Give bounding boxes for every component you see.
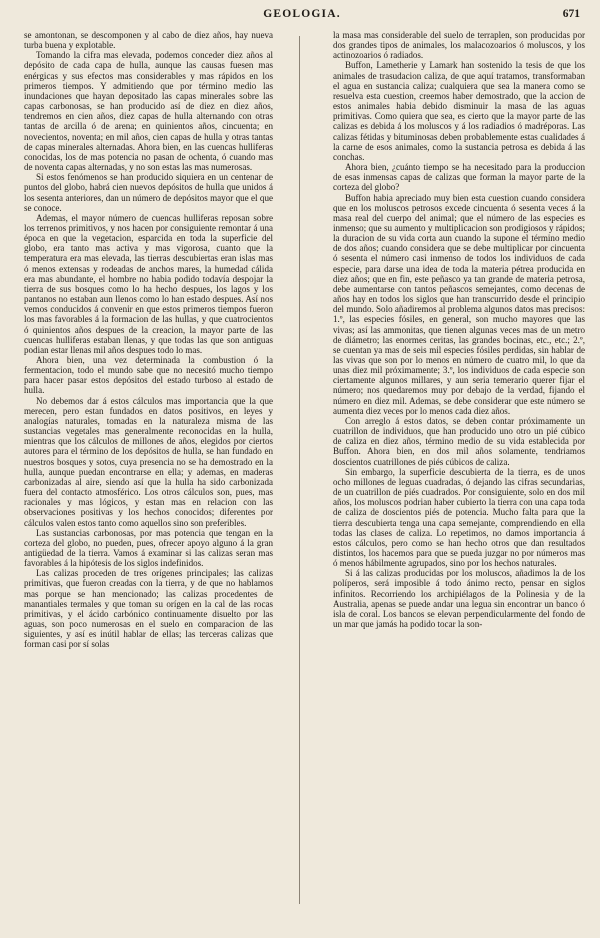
paragraph: Las calizas proceden de tres orígenes principales; las calizas primitivas, que fueron creadas con la tierra, y de que no hablamos mas porque se han mencionado; las calizas procedentes de manantiales termales y que toman su orígen en la cal de las rocas primitivas, y el ácido carbónico continuamente disuelto por las aguas, son poco numerosas en el suelo en comparacion de las siguientes, y así es inútil hablar de ellas; las terceras calizas que forman casi por sí solas (24, 568, 273, 650)
paragraph: Ademas, el mayor número de cuencas hulliferas reposan sobre los terrenos primitivos, y nos hacen por consiguiente remontar á una época en que la vegetacion, esparcida en toda la superficie del globo, era tanto mas activa y mas vigorosa, cuanto que la temperatura era mas elevada, las tierras descubiertas eran islas mas ó menos extensas y rodeadas de anchos mares, la humedad cálida era mas abundante, el hombre no habia podido todavía despojar la tierra de sus bosques como lo ha hecho despues, los lagos y los pantanos no estaban aun llenos como lo han estado despues. Así nos vemos conducidos á convenir en que estos primeros tiempos fueron los mas favorables á la formacion de las hullas, y que cuatrocientos ó quinientos años despues de la creacion, la mayor parte de las cuencas hulliferas estaban llenas, y que todas las que son antiguas podian estar llenas mil años despues todo lo mas. (24, 212, 273, 355)
paragraph: Si estos fenómenos se han producido siquiera en un centenar de puntos del globo, habrá cien nuevos depósitos de hulla que unidos á los sesenta anteriores, dan un número de depósitos mayor que el que se conoce. (24, 172, 273, 213)
paragraph: Ahora bien, ¿cuánto tiempo se ha necesitado para la produccion de esas inmensas capas de calizas que forman la mayor parte de la corteza del globo? (333, 162, 585, 193)
paragraph: Buffon habia apreciado muy bien esta cuestion cuando considera que en los moluscos petrosos excede cincuenta ó sesenta veces á la masa real del cuerpo del animal; que el número de las especies es inmenso; que su aumento y multiplicacion son prodigiosos y rápidos; la duracion de su vida corta aun cuando la supone el término medio de dos años; cuando considera que se debe multiplicar por cincuenta ó sesenta el número casi inmenso de todos los individuos de cada especie, para darse una idea de toda la materia pétrea producida en diez años; que en fin, este peñasco ya tan grande de materia petrosa, debe aumentarse con tantos peñascos semejantes, como decenas de años hay en todos los siglos que han transcurrido desde el principio del mundo. Solo añadiremos al problema algunos datos mas precisos: 1.º, las especies fósiles, en general, son mucho mayores que las vivas; así las ammonitas, que tienen algunas veces mas de un metro de diámetro; las enormes ceritas, las grandes bocinas, etc., etc.; 2.º, se cuentan ya mas de seis mil especies fósiles perdidas, sin hablar de las vivas que son por lo menos en número de cuatro mil, lo que da unas diez mil próximamente; 3.º, los individuos de cada especie son ciertamente algunos millares, y aun seria temerario querer fijar el número; nos quedaremos muy por debajo de la verdad, fijando el número en diez mil. Ademas, se debe considerar que este número se aumenta diez veces por lo menos cada diez años. (333, 192, 585, 416)
right-column (333, 30, 585, 935)
page-number: 671 (562, 8, 580, 20)
paragraph: Con arreglo á estos datos, se deben contar próximamente un cuatrillon de individuos, que han producido uno otro un pié cúbico de caliza en diez años, término medio de su vida establecida por Buffon. Ahora bien, en dos mil años solamente, tendriamos doscientos cuatrillones de piés cúbicos de caliza. (333, 415, 585, 467)
paragraph: la masa mas considerable del suelo de terraplen, son producidas por dos grandes tipos de animales, los malacozoarios ó moluscos, y los actinozoarios ó radiados. (333, 30, 585, 61)
running-header (24, 8, 580, 28)
running-title: GEOLOGIA. (263, 8, 341, 20)
paragraph: Sin embargo, la superficie descubierta de la tierra, es de unos ocho millones de leguas cuadradas, ó dejando las cifras secundarias, de un cuatrillon de piés cuadrados. Por consiguiente, solo en dos mil años, los moluscos podrian haber cubierto la tierra con una capa toda de caliza de doscientos piés de potencia. Mucho falta para que la tierra descubierta tenga una capa semejante, comprendiendo en ella todas las clases de caliza. Lo repetimos, no damos importancia á estos cálculos, pero como se han hecho otros que dan resultados distintos, los hacemos para que se pueda juzgar no por números mas ó menos hábilmente agrupados, sino por los hechos naturales. (333, 466, 585, 569)
paragraph: Buffon, Lametherie y Lamark han sostenido la tesis de que los animales de trasudacion caliza, de que aquí tratamos, transformaban el agua en sustancia caliza; cualquiera que sea la manera como se resuelva esta cuestion, creemos haber demostrado, que la accion de estos animales habia debido disminuir la masa de las aguas primitivas. Como quiera que sea, es cierto que la mayor parte de las calizas es debida á los moluscos y á los radiadios ó madréporas. Las calizas fétidas y bituminosas deben probablemente estas cualidades á la carne de esos animales, como la sustancia petrosa es debida á las conchas. (333, 60, 585, 162)
paragraph: No debemos dar á estos cálculos mas importancia que la que merecen, pero estan fundados en datos positivos, en leyes y analogías naturales, tomadas en la naturaleza misma de las sustancias vegetales mas generalmente reconocidas en la hulla, mientras que los cálculos de millones de años, elegidos por ciertos autores para el término de los depósitos de hulla, se han fundado en nuestros bosques y sotos, cuya presencia no se ha demostrado en la hulla, aunque puedan encontrarse en ella; y ademas, en maderas carbonizadas al aire, siendo así que la hulla ha sido carbonizada fuera del contacto atmosférico. Los otros cálculos son, pues, mas racionales y mas lógicos, y estan mas en relacion con las observaciones positivas y los hechos conocidos; diferentes por cálculos valen estos tanto como aquellos sino son preferibles. (24, 395, 273, 528)
left-column (24, 30, 273, 935)
column-divider (299, 36, 300, 904)
paragraph: Tomando la cifra mas elevada, podemos conceder diez años al depósito de cada capa de hulla, aunque las causas fuesen mas enérgicas y sus efectos mas considerables y mas rápidos en los primeros tiempos. Y admitiendo que por término medio las inundaciones que hayan depositado las capas minerales sobre las capas carbonosas, se han producido así de diez en diez años, tendremos en cien años, diez capas de hulla alternando con otras tantas de arcilla ó de arena; en quinientos años, cincuenta; en novecientos, noventa; en mil años, cien capas de hulla y otras tantas de capas minerales alternadas. Ahora bien, en las cuencas hulliferas conocidas, los de mas potencia no pasan de ochenta, ó cuando mas de noventa capas alternadas, y no son estas las mas numerosas. (24, 50, 273, 173)
paragraph: Las sustancias carbonosas, por mas potencia que tengan en la corteza del globo, no pueden, pues, ofrecer apoyo alguno á la gran antigüedad de la tierra. Vamos á examinar si las calizas seran mas favorables á la hipótesis de los siglos indefinidos. (24, 527, 273, 569)
paragraph: se amontonan, se descomponen y al cabo de diez años, hay nueva turba buena y explotable. (24, 30, 273, 51)
paragraph: Ahora bien, una vez determinada la combustion ó la fermentacion, todo el mundo sabe que no necesitó mucho tiempo para hacer pasar estos depósitos del estado turboso al estado de hulla. (24, 355, 273, 396)
paragraph: Si á las calizas producidas por los moluscos, añadimos la de los políperos, será imposible á todo ánimo recto, pensar en siglos infinitos. Recorriendo los archipiélagos de la Polinesia y de la Australia, apenas se puede andar una legua sin encontrar un banco ó isla de coral. Los bancos se elevan perpendicularmente del fondo de un mar que jamás ha podido tocar la son- (333, 568, 585, 630)
